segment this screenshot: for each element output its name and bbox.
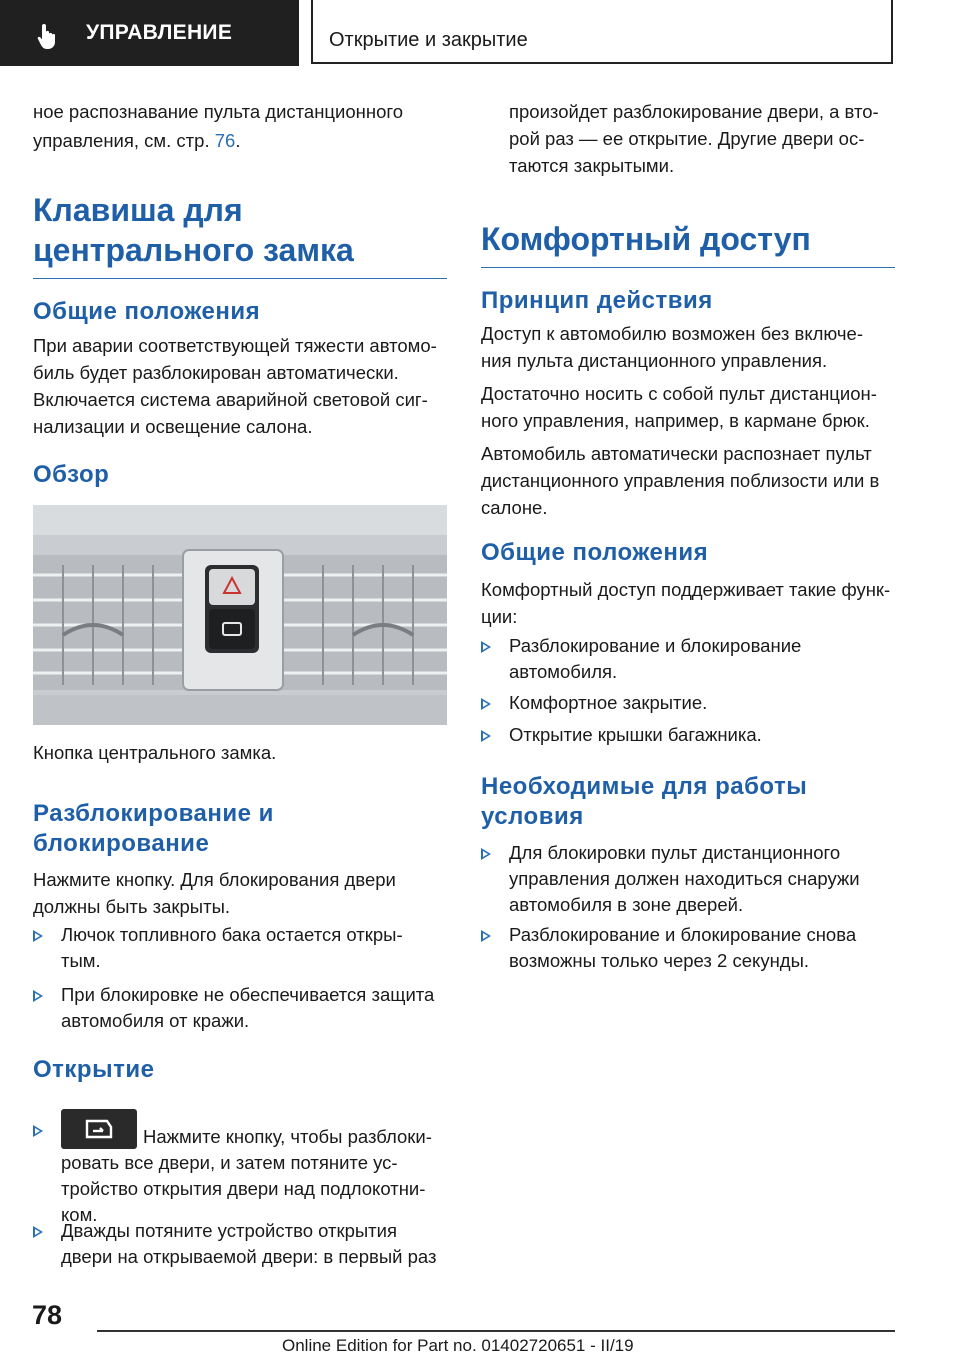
footer-divider — [97, 1330, 895, 1332]
header-section-label: УПРАВЛЕНИЕ — [86, 21, 233, 44]
bullet-triangle-icon — [481, 930, 491, 942]
bullet-triangle-icon — [481, 730, 491, 742]
bullet-triangle-icon — [481, 698, 491, 710]
principle-p1-2: ния пульта дистанционного управления. — [481, 350, 828, 371]
header-section-tab — [0, 0, 299, 66]
heading-general-right: Общие положения — [481, 539, 709, 566]
heading-principle: Принцип действия — [481, 287, 713, 314]
general-text-2: биль будет разблокирован автоматически. — [33, 362, 399, 383]
heading-opening: Открытие — [33, 1056, 155, 1083]
continued-text-2: рой раз — ее открытие. Другие двери ос- — [509, 128, 865, 149]
page-number: 78 — [32, 1300, 63, 1330]
footer-edition: Online Edition for Part no. 01402720651 - II/19 — [282, 1336, 634, 1355]
continued-text-1: произойдет разблокирование двери, а вто- — [509, 101, 879, 122]
general-text-3: Включается система аварийной световой сиг- — [33, 389, 428, 410]
list-item: При блокировке не обеспечивается защита автомобиля от кражи. — [33, 982, 447, 1034]
list-item: Комфортное закрытие. — [481, 690, 895, 716]
heading-general: Общие положения — [33, 298, 261, 325]
general-right-text-1: Комфортный доступ поддерживает такие функ- — [481, 579, 891, 600]
page-ref-link[interactable]: 76 — [214, 130, 236, 151]
bullet-triangle-icon — [481, 848, 491, 860]
photo-caption: Кнопка центрального замка. — [33, 742, 277, 763]
unlock-text-2: должны быть закрыты. — [33, 896, 231, 917]
hand-pointer-icon — [36, 22, 62, 50]
bullet-triangle-icon — [33, 990, 43, 1002]
list-item: Для блокировки пульт дистанционного управления должен находиться снаружи автомобиля в зоне дверей. — [481, 840, 895, 918]
general-text-4: нализации и освещение салона. — [33, 416, 313, 437]
general-text-1: При аварии соответствующей тяжести автомо- — [33, 335, 437, 356]
principle-p2-1: Достаточно носить с собой пульт дистанцион- — [481, 383, 877, 404]
central-lock-button-photo — [33, 505, 447, 725]
principle-p3-3: салоне. — [481, 497, 548, 518]
section-heading-comfort-access: Комфортный доступ — [481, 219, 895, 268]
section-heading-central-lock: Клавиша для центрального замка — [33, 190, 447, 279]
list-item: Нажмите кнопку, чтобы разблоки- ровать все двери, и затем потяните ус- тройство открытия двери над подлокотни- ком. — [33, 1107, 447, 1226]
list-item: Открытие крышки багажника. — [481, 722, 895, 748]
continued-text-3: таются закрытыми. — [509, 155, 675, 176]
principle-p1-1: Доступ к автомобилю возможен без включе- — [481, 323, 863, 344]
unlock-text-1: Нажмите кнопку. Для блокирования двери — [33, 869, 396, 890]
list-item: Разблокирование и блокирование снова возможны только через 2 секунды. — [481, 922, 895, 974]
heading-requirements: Необходимые для работы условия — [481, 773, 808, 830]
bullet-triangle-icon — [33, 1125, 43, 1137]
principle-p2-2: ного управления, например, в кармане брюк. — [481, 410, 870, 431]
header-title-box — [311, 0, 893, 64]
principle-p3-1: Автомобиль автоматически распознает пульт — [481, 443, 872, 464]
heading-unlock-lock: Разблокирование и блокирование — [33, 800, 274, 857]
door-open-button-icon — [61, 1109, 137, 1149]
list-item: Лючок топливного бака остается откры- тым. — [33, 922, 447, 974]
list-item: Дважды потяните устройство открытия двери на открываемой двери: в первый раз — [33, 1218, 447, 1270]
intro-line-1: ное распознавание пульта дистанционного — [33, 101, 403, 122]
bullet-triangle-icon — [33, 930, 43, 942]
heading-overview: Обзор — [33, 461, 110, 488]
general-right-text-2: ции: — [481, 606, 518, 627]
list-item: Разблокирование и блокирование автомобиля. — [481, 633, 895, 685]
header-title: Открытие и закрытие — [329, 29, 528, 51]
bullet-triangle-icon — [33, 1226, 43, 1238]
principle-p3-2: дистанционного управления поблизости или в — [481, 470, 880, 491]
intro-line-2: управления, см. стр. 76. — [33, 130, 241, 151]
bullet-triangle-icon — [481, 641, 491, 653]
